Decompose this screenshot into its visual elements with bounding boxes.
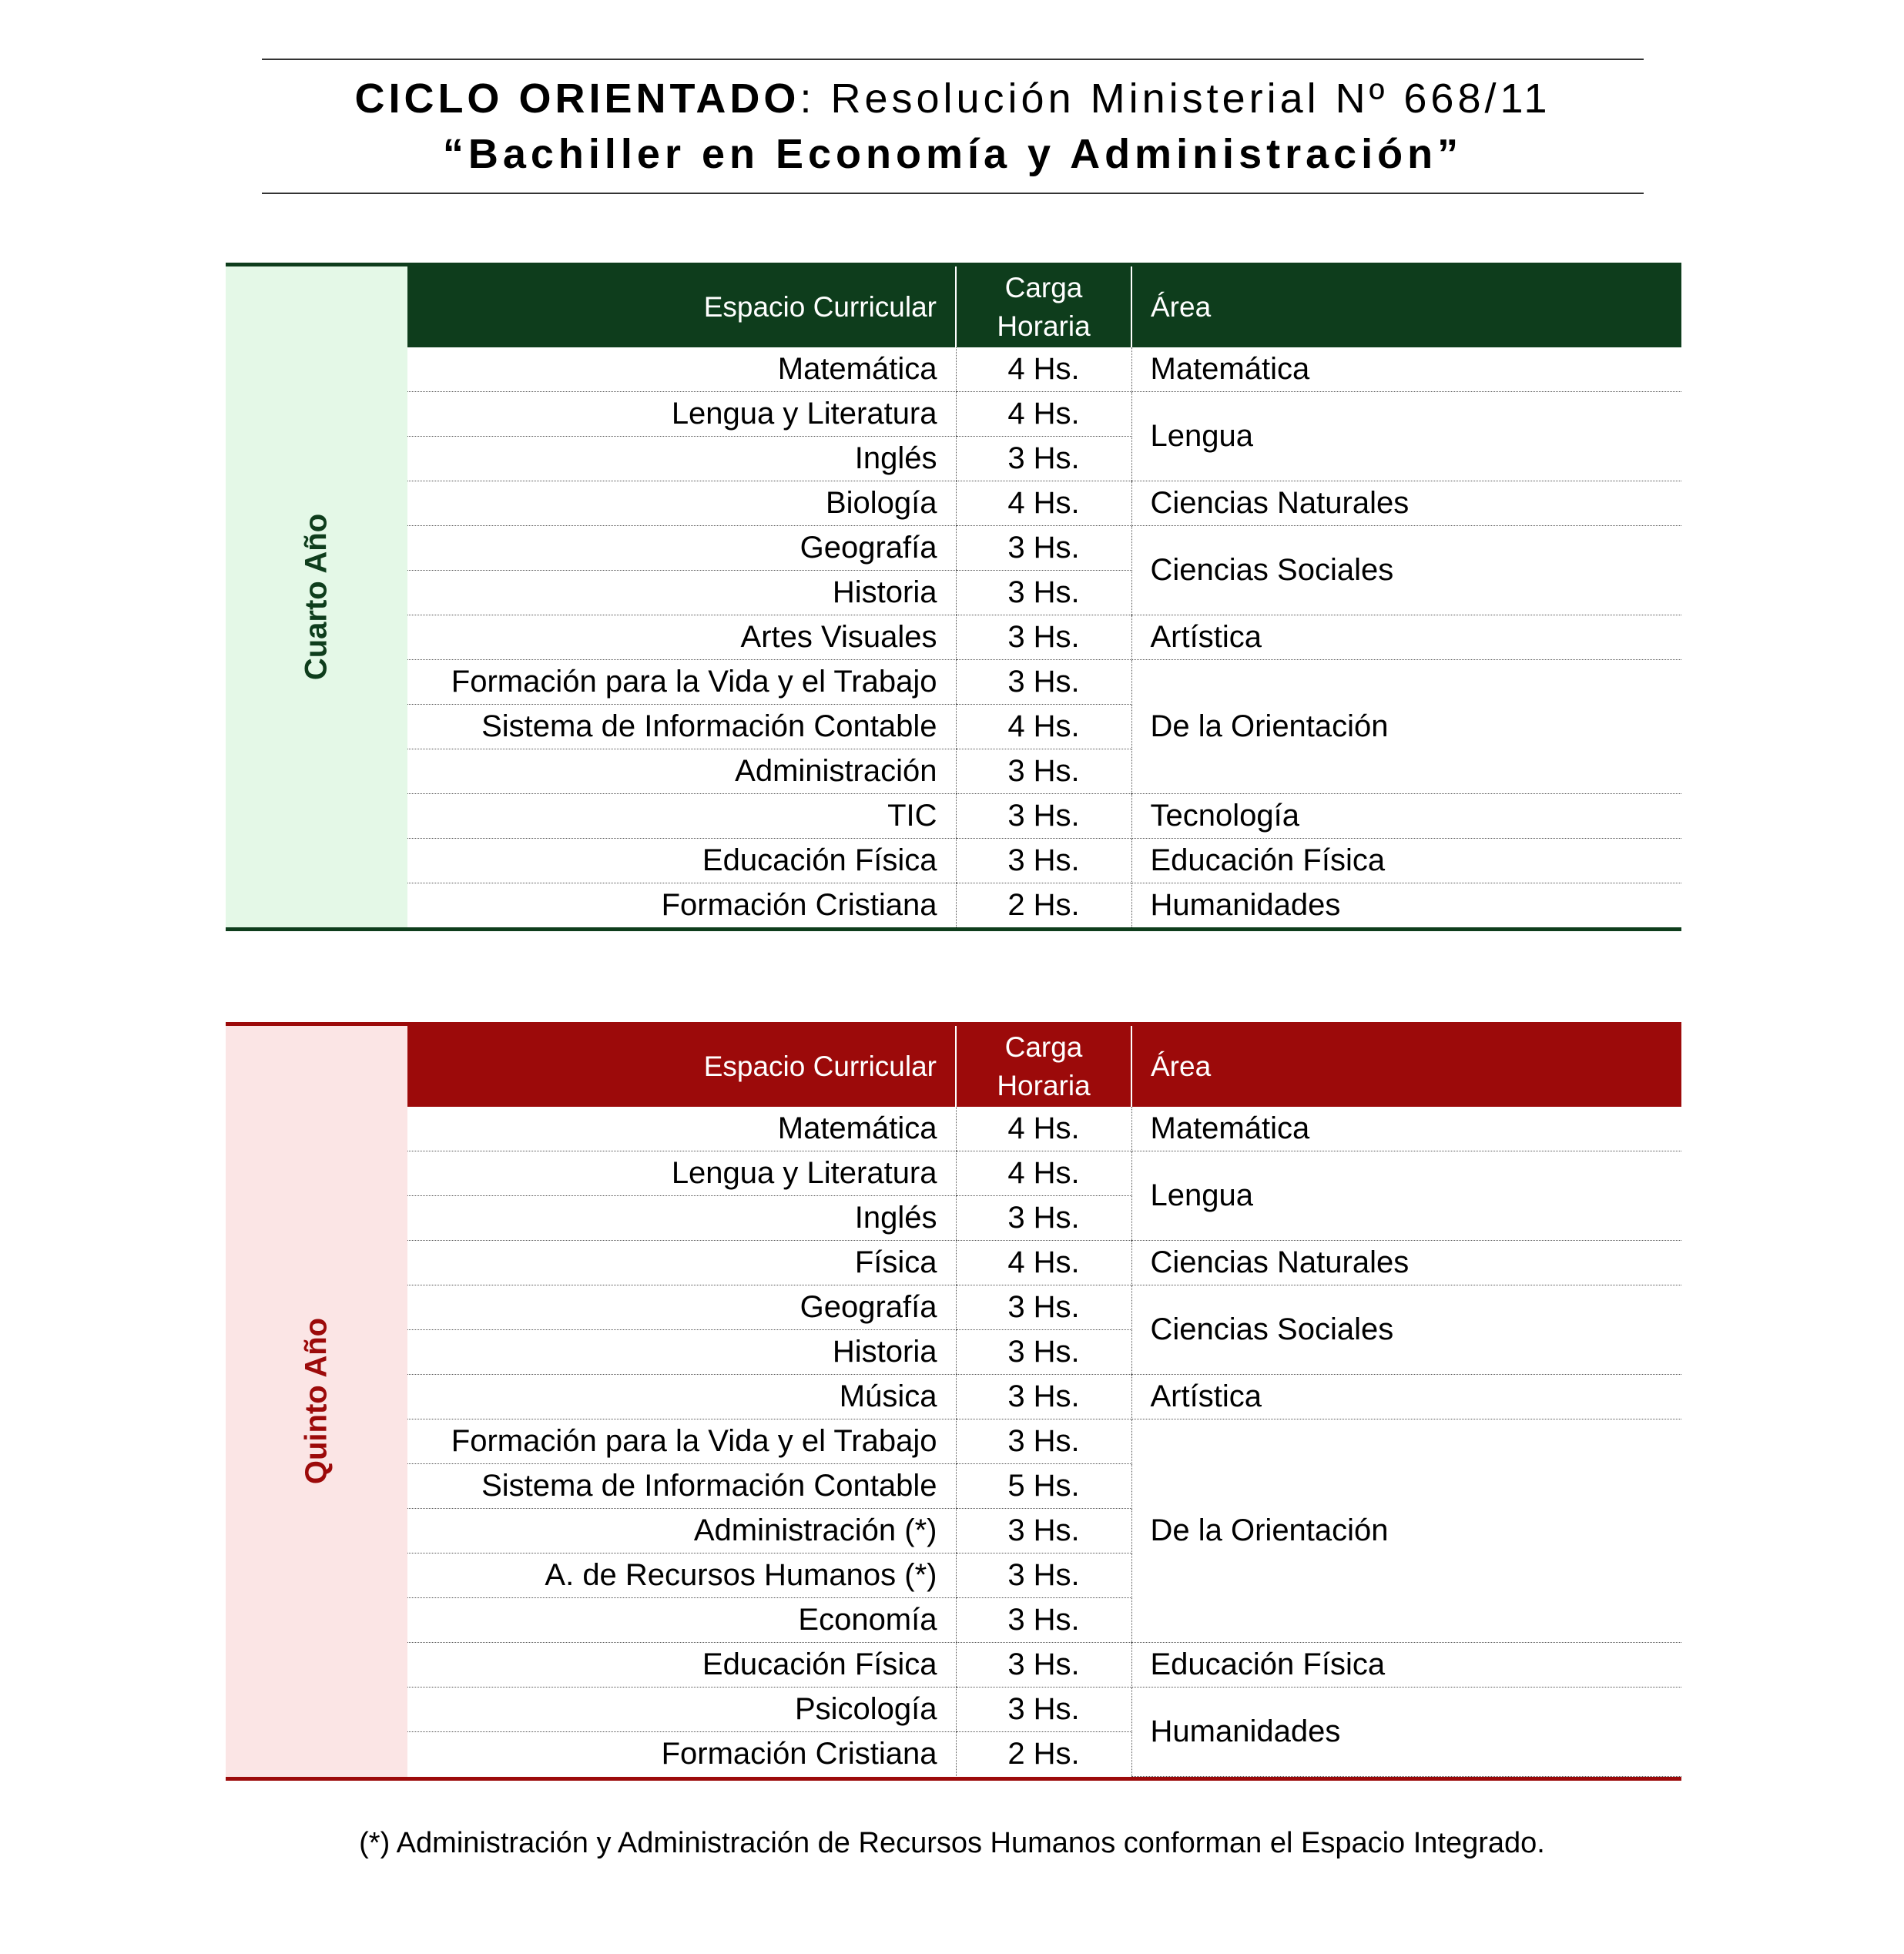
area-cell: Ciencias Sociales — [1131, 526, 1681, 615]
table-row — [407, 1285, 1681, 1330]
area-cell: Artística — [1131, 615, 1681, 660]
subject-cell: Geografía — [407, 1285, 956, 1330]
document-title — [262, 59, 1644, 194]
subject-cell: Historia — [407, 571, 956, 615]
subject-cell: Historia — [407, 1330, 956, 1375]
subject-cell: Administración (*) — [407, 1509, 956, 1553]
area-cell: Educación Física — [1131, 1643, 1681, 1688]
area-cell: Tecnología — [1131, 794, 1681, 839]
hours-cell: 4 Hs. — [956, 347, 1131, 392]
area-cell: De la Orientación — [1131, 660, 1681, 794]
hours-cell: 2 Hs. — [956, 883, 1131, 928]
subject-cell: Sistema de Información Contable — [407, 705, 956, 749]
hours-cell: 4 Hs. — [956, 1151, 1131, 1196]
header-hours-line2: Horaria — [997, 1069, 1091, 1101]
hours-cell: 3 Hs. — [956, 1643, 1131, 1688]
table-row — [407, 347, 1681, 392]
quinto-year-section — [226, 1022, 1681, 1781]
subject-cell: Lengua y Literatura — [407, 1151, 956, 1196]
hours-cell: 4 Hs. — [956, 1241, 1131, 1285]
subject-cell: Formación Cristiana — [661, 888, 937, 922]
header-hours-line1: Carga — [1004, 1031, 1083, 1063]
subject-cell: Psicología — [407, 1688, 956, 1732]
table-row — [407, 1688, 1681, 1732]
table-row — [407, 526, 1681, 571]
header-subject: Espacio Curricular — [407, 1026, 956, 1107]
area-cell: Ciencias Sociales — [1131, 1285, 1681, 1375]
subject-cell: Formación para la Vida y el Trabajo — [407, 1419, 956, 1464]
title-resolution: : Resolución Ministerial Nº 668/11 — [799, 75, 1551, 122]
subject-cell: Artes Visuales — [407, 615, 956, 660]
header-subject: Espacio Curricular — [407, 266, 956, 347]
subject-cell: Formación Cristiana — [661, 1737, 937, 1771]
subject-cell: Economía — [407, 1598, 956, 1643]
hours-cell: 3 Hs. — [956, 1553, 1131, 1598]
quinto-year-label: Quinto Año — [299, 1318, 334, 1485]
table-row — [407, 1151, 1681, 1196]
hours-cell: 4 Hs. — [956, 392, 1131, 437]
subject-cell: Educación Física — [407, 1643, 956, 1688]
subject-cell: A. de Recursos Humanos (*) — [407, 1553, 956, 1598]
hours-cell: 3 Hs. — [956, 1330, 1131, 1375]
table-header-row — [407, 1026, 1681, 1107]
area-cell: Artística — [1131, 1375, 1681, 1419]
subject-cell: Geografía — [407, 526, 956, 571]
cuarto-year-label: Cuarto Año — [299, 513, 334, 681]
hours-cell: 3 Hs. — [956, 1598, 1131, 1643]
table-row — [407, 1375, 1681, 1419]
table-row — [407, 1643, 1681, 1688]
hours-cell: 3 Hs. — [956, 615, 1131, 660]
table-row — [407, 1419, 1681, 1464]
header-hours — [956, 266, 1131, 347]
hours-cell: 3 Hs. — [956, 437, 1131, 481]
area-cell: Matemática — [1131, 347, 1681, 392]
subject-cell: Física — [407, 1241, 956, 1285]
hours-cell: 3 Hs. — [956, 1196, 1131, 1241]
subject-cell: Música — [407, 1375, 956, 1419]
area-cell: Lengua — [1131, 1151, 1681, 1241]
hours-cell: 5 Hs. — [956, 1464, 1131, 1509]
area-cell: De la Orientación — [1131, 1419, 1681, 1643]
hours-cell: 3 Hs. — [956, 839, 1131, 883]
subject-cell: Matemática — [407, 1107, 956, 1151]
hours-cell: 4 Hs. — [956, 705, 1131, 749]
subject-cell: Inglés — [407, 437, 956, 481]
hours-cell: 3 Hs. — [956, 794, 1131, 839]
table-row — [407, 481, 1681, 526]
quinto-curriculum-table — [407, 1026, 1681, 1777]
subject-cell: Educación Física — [407, 839, 956, 883]
hours-cell: 3 Hs. — [956, 749, 1131, 794]
table-row — [407, 883, 1681, 928]
hours-cell: 3 Hs. — [956, 1375, 1131, 1419]
table-row — [407, 839, 1681, 883]
table-row — [407, 794, 1681, 839]
subject-cell: Formación para la Vida y el Trabajo — [407, 660, 956, 705]
title-strong: CICLO ORIENTADO — [354, 75, 800, 122]
hours-cell: 3 Hs. — [956, 1419, 1131, 1464]
hours-cell: 3 Hs. — [956, 526, 1131, 571]
hours-cell: 3 Hs. — [956, 1509, 1131, 1553]
header-hours-line1: Carga — [1004, 271, 1083, 303]
subject-cell: Matemática — [407, 347, 956, 392]
hours-cell: 2 Hs. — [956, 1732, 1131, 1777]
header-hours — [956, 1026, 1131, 1107]
cuarto-year-section — [226, 263, 1681, 931]
area-cell: Lengua — [1131, 392, 1681, 481]
hours-cell: 4 Hs. — [956, 481, 1131, 526]
hours-cell: 3 Hs. — [956, 571, 1131, 615]
hours-cell: 3 Hs. — [956, 1285, 1131, 1330]
subject-cell: Sistema de Información Contable — [407, 1464, 956, 1509]
table-header-row — [407, 266, 1681, 347]
area-cell: Humanidades — [1150, 888, 1341, 922]
area-cell: Humanidades — [1131, 1688, 1681, 1777]
table-row — [407, 660, 1681, 705]
table-row — [407, 1241, 1681, 1285]
subject-cell: Inglés — [407, 1196, 956, 1241]
hours-cell: 3 Hs. — [956, 1688, 1131, 1732]
cuarto-curriculum-table — [407, 266, 1681, 927]
footnote: (*) Administración y Administración de Recursos Humanos conforman el Espacio Integrado. — [359, 1827, 1545, 1859]
title-line-1 — [262, 71, 1644, 126]
header-area: Área — [1131, 266, 1681, 347]
subject-cell: TIC — [407, 794, 956, 839]
subject-cell: Lengua y Literatura — [407, 392, 956, 437]
header-hours-line2: Horaria — [997, 310, 1091, 342]
header-area: Área — [1131, 1026, 1681, 1107]
cuarto-year-sidebar — [226, 266, 407, 927]
area-cell: Matemática — [1131, 1107, 1681, 1151]
table-row — [407, 615, 1681, 660]
subject-cell: Administración — [407, 749, 956, 794]
hours-cell: 4 Hs. — [956, 1107, 1131, 1151]
hours-cell: 3 Hs. — [956, 660, 1131, 705]
area-cell: Ciencias Naturales — [1131, 481, 1681, 526]
quinto-year-sidebar — [226, 1026, 407, 1777]
subject-cell: Biología — [407, 481, 956, 526]
title-line-2: “Bachiller en Economía y Administración” — [442, 131, 1463, 177]
area-cell: Educación Física — [1131, 839, 1681, 883]
table-row — [407, 392, 1681, 437]
table-row — [407, 1107, 1681, 1151]
area-cell: Ciencias Naturales — [1131, 1241, 1681, 1285]
